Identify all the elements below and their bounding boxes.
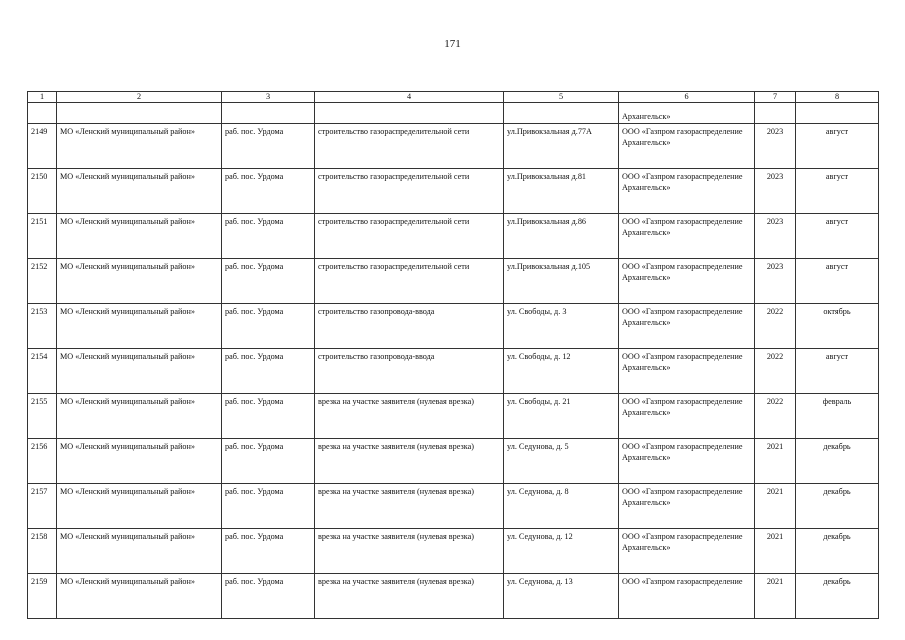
- organization-cell: ООО «Газпром газораспределение Архангельск»: [619, 124, 755, 169]
- year-cell: 2022: [755, 349, 796, 394]
- work-type-cell: строительство газораспределительной сети: [315, 124, 504, 169]
- table-row: [28, 304, 879, 349]
- municipality-cell: МО «Ленский муниципальный район»: [57, 529, 222, 574]
- column-number-header-row: [28, 92, 879, 103]
- month-cell: декабрь: [796, 529, 879, 574]
- work-type-cell: строительство газораспределительной сети: [315, 259, 504, 304]
- municipality-cell: МО «Ленский муниципальный район»: [57, 304, 222, 349]
- settlement-cell: раб. пос. Урдома: [222, 574, 315, 619]
- month-cell: август: [796, 214, 879, 259]
- settlement-cell: раб. пос. Урдома: [222, 169, 315, 214]
- year-cell: 2021: [755, 484, 796, 529]
- row-number-cell: 2152: [28, 259, 57, 304]
- settlement-cell: раб. пос. Урдома: [222, 394, 315, 439]
- table-row: [28, 439, 879, 484]
- month-cell: август: [796, 169, 879, 214]
- settlement-cell: раб. пос. Урдома: [222, 124, 315, 169]
- municipality-cell: МО «Ленский муниципальный район»: [57, 394, 222, 439]
- month-cell: декабрь: [796, 439, 879, 484]
- work-type-cell: врезка на участке заявителя (нулевая врезка): [315, 394, 504, 439]
- table-row: [28, 259, 879, 304]
- column-header: 8: [796, 92, 879, 103]
- year-cell: 2023: [755, 169, 796, 214]
- organization-cell: ООО «Газпром газораспределение Архангельск»: [619, 394, 755, 439]
- address-cell: ул. Свободы, д. 21: [504, 394, 619, 439]
- year-cell: 2023: [755, 259, 796, 304]
- year-cell: 2023: [755, 124, 796, 169]
- settlement-cell: раб. пос. Урдома: [222, 439, 315, 484]
- address-cell: ул.Привокзальная д.86: [504, 214, 619, 259]
- address-cell: ул. Седунова, д. 8: [504, 484, 619, 529]
- row-number-cell: 2156: [28, 439, 57, 484]
- month-cell: декабрь: [796, 574, 879, 619]
- table-row: [28, 574, 879, 619]
- column-header: 1: [28, 92, 57, 103]
- work-type-cell: врезка на участке заявителя (нулевая врезка): [315, 484, 504, 529]
- table-row: [28, 394, 879, 439]
- municipality-cell: МО «Ленский муниципальный район»: [57, 214, 222, 259]
- column-header: 7: [755, 92, 796, 103]
- address-cell: ул.Привокзальная д.81: [504, 169, 619, 214]
- municipality-cell: МО «Ленский муниципальный район»: [57, 439, 222, 484]
- column-header: 3: [222, 92, 315, 103]
- table-row: [28, 124, 879, 169]
- year-cell: 2021: [755, 439, 796, 484]
- organization-cell: ООО «Газпром газораспределение Архангельск»: [619, 214, 755, 259]
- settlement-cell: раб. пос. Урдома: [222, 214, 315, 259]
- year-cell: 2022: [755, 304, 796, 349]
- month-cell: октябрь: [796, 304, 879, 349]
- month-cell: август: [796, 259, 879, 304]
- year-cell: 2023: [755, 214, 796, 259]
- table-row: [28, 484, 879, 529]
- address-cell: ул. Седунова, д. 5: [504, 439, 619, 484]
- work-type-cell: строительство газопровода-ввода: [315, 304, 504, 349]
- settlement-cell: раб. пос. Урдома: [222, 484, 315, 529]
- work-type-cell: врезка на участке заявителя (нулевая врезка): [315, 529, 504, 574]
- row-number-cell: 2159: [28, 574, 57, 619]
- organization-cell: ООО «Газпром газораспределение Архангельск»: [619, 259, 755, 304]
- row-number-cell: 2154: [28, 349, 57, 394]
- address-cell: ул. Свободы, д. 3: [504, 304, 619, 349]
- row-number-cell: 2149: [28, 124, 57, 169]
- org-continuation-text: Архангельск»: [622, 112, 671, 121]
- organization-cell: ООО «Газпром газораспределение Архангельск»: [619, 169, 755, 214]
- org-cell: [619, 103, 755, 124]
- municipality-cell: МО «Ленский муниципальный район»: [57, 169, 222, 214]
- row-number-cell: 2151: [28, 214, 57, 259]
- organization-cell: ООО «Газпром газораспределение Архангельск»: [619, 484, 755, 529]
- year-cell: 2021: [755, 529, 796, 574]
- address-cell: ул. Седунова, д. 13: [504, 574, 619, 619]
- row-number-cell: 2153: [28, 304, 57, 349]
- month-cell: август: [796, 124, 879, 169]
- table-row: [28, 349, 879, 394]
- row-number-cell: 2158: [28, 529, 57, 574]
- settlement-cell: раб. пос. Урдома: [222, 529, 315, 574]
- column-header: 4: [315, 92, 504, 103]
- work-type-cell: врезка на участке заявителя (нулевая врезка): [315, 439, 504, 484]
- column-header: 2: [57, 92, 222, 103]
- column-header: 5: [504, 92, 619, 103]
- work-type-cell: строительство газопровода-ввода: [315, 349, 504, 394]
- work-type-cell: врезка на участке заявителя (нулевая врезка): [315, 574, 504, 619]
- organization-cell: ООО «Газпром газораспределение Архангельск»: [619, 304, 755, 349]
- month-cell: декабрь: [796, 484, 879, 529]
- address-cell: ул. Седунова, д. 12: [504, 529, 619, 574]
- year-cell: 2021: [755, 574, 796, 619]
- address-cell: ул.Привокзальная д.105: [504, 259, 619, 304]
- work-type-cell: строительство газораспределительной сети: [315, 169, 504, 214]
- organization-cell: ООО «Газпром газораспределение: [619, 574, 755, 619]
- month-cell: февраль: [796, 394, 879, 439]
- page-number: 171: [444, 38, 461, 50]
- table-row: [28, 214, 879, 259]
- month-cell: август: [796, 349, 879, 394]
- table-row: [28, 169, 879, 214]
- organization-cell: ООО «Газпром газораспределение Архангельск»: [619, 349, 755, 394]
- table-row: [28, 529, 879, 574]
- municipality-cell: МО «Ленский муниципальный район»: [57, 349, 222, 394]
- settlement-cell: раб. пос. Урдома: [222, 259, 315, 304]
- municipality-cell: МО «Ленский муниципальный район»: [57, 574, 222, 619]
- municipality-cell: МО «Ленский муниципальный район»: [57, 124, 222, 169]
- address-cell: ул.Привокзальная д.77А: [504, 124, 619, 169]
- year-cell: 2022: [755, 394, 796, 439]
- municipality-cell: МО «Ленский муниципальный район»: [57, 259, 222, 304]
- address-cell: ул. Свободы, д. 12: [504, 349, 619, 394]
- continuation-row: [28, 103, 879, 124]
- column-header: 6: [619, 92, 755, 103]
- row-number-cell: 2157: [28, 484, 57, 529]
- organization-cell: ООО «Газпром газораспределение Архангельск»: [619, 439, 755, 484]
- row-number-cell: 2155: [28, 394, 57, 439]
- row-number-cell: 2150: [28, 169, 57, 214]
- settlement-cell: раб. пос. Урдома: [222, 304, 315, 349]
- register-table: [27, 91, 879, 619]
- municipality-cell: МО «Ленский муниципальный район»: [57, 484, 222, 529]
- organization-cell: ООО «Газпром газораспределение Архангельск»: [619, 529, 755, 574]
- work-type-cell: строительство газораспределительной сети: [315, 214, 504, 259]
- settlement-cell: раб. пос. Урдома: [222, 349, 315, 394]
